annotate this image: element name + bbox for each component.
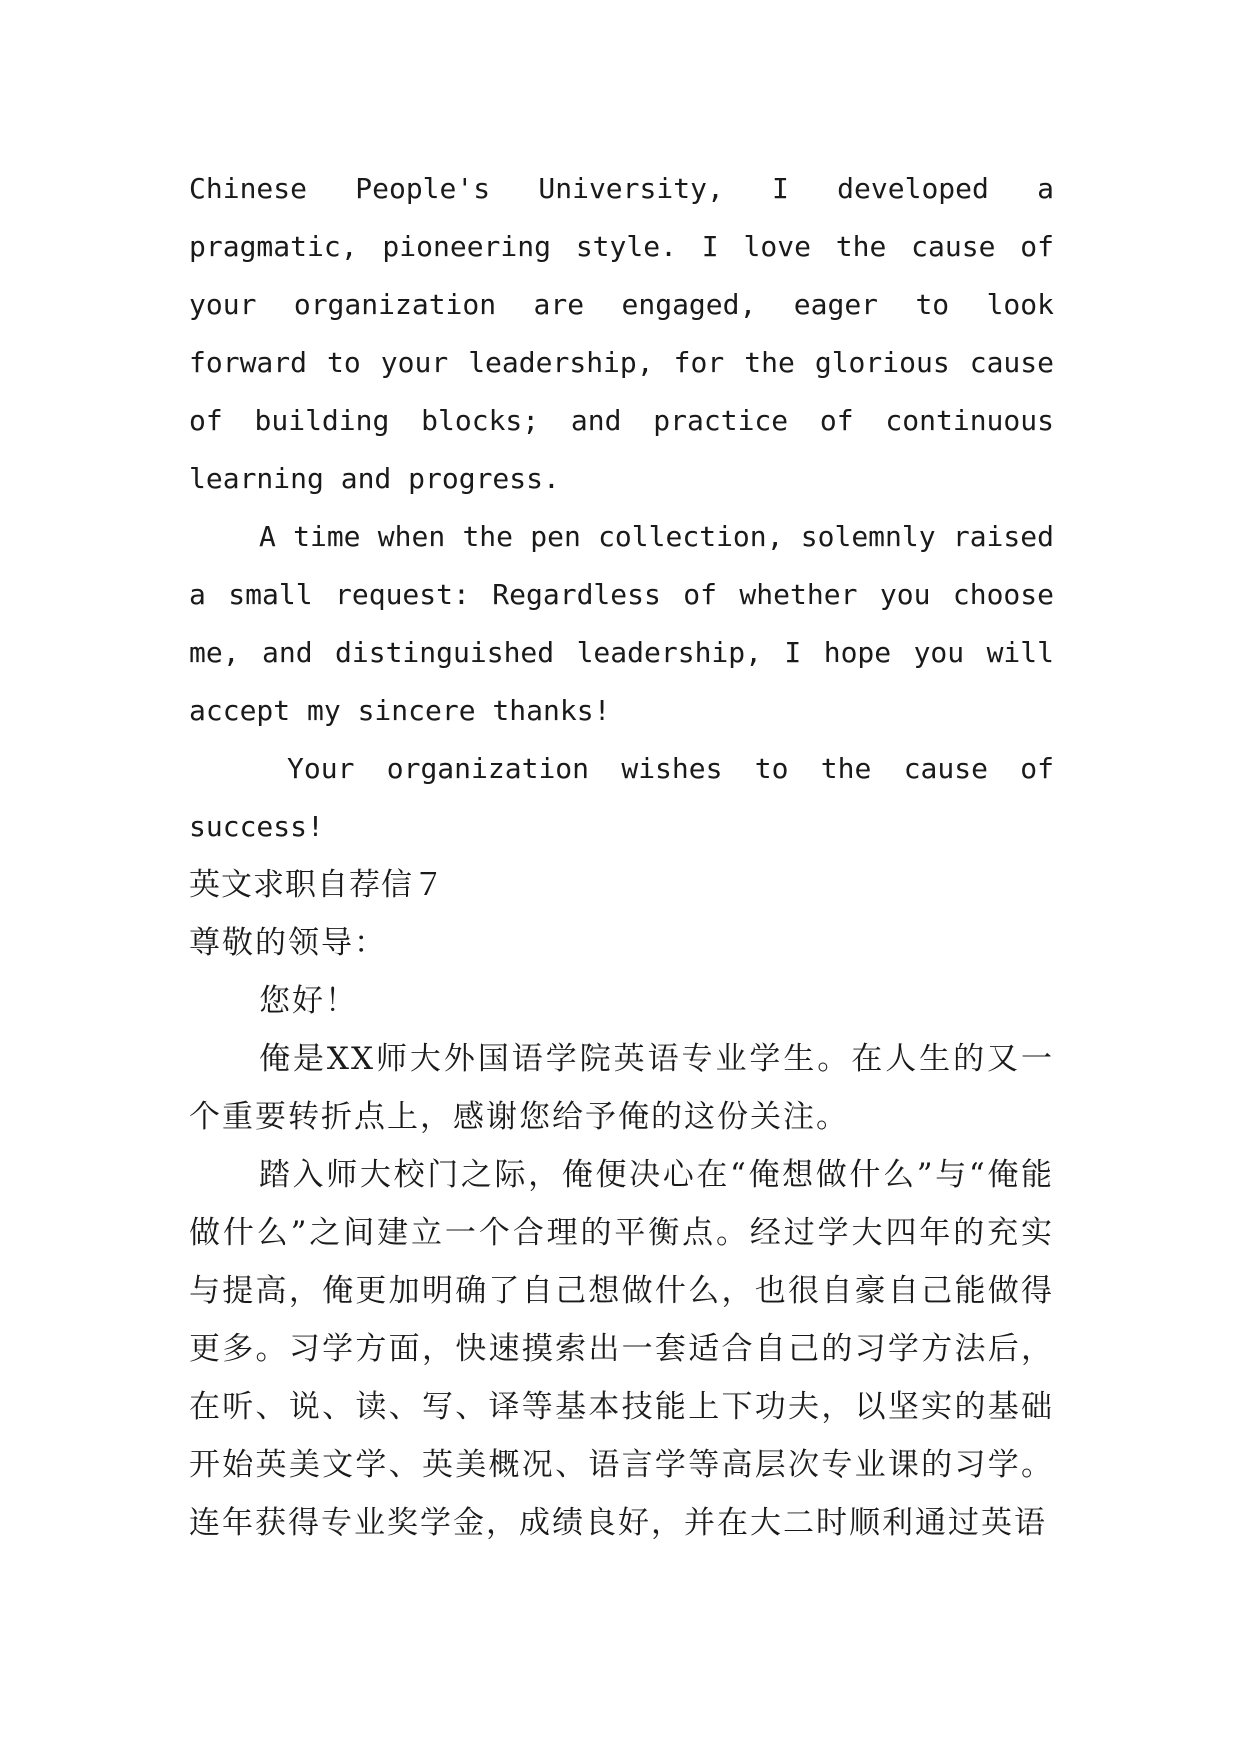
salutation: 尊敬的领导： [189, 925, 387, 961]
paragraph-request: A time when the pen collection, solemnly raised a small request: Regardless of whether you choose me, and distinguished leadership, I hope you will accept my sincere thanks! [189, 520, 1054, 727]
greeting: 您好！ [259, 983, 358, 1019]
paragraph-wishes: Your organization wishes to the cause of success! [189, 752, 1054, 843]
paragraph-study: 踏入师大校门之际，俺便决心在“俺想做什么”与“俺能做什么”之间建立一个合理的平衡点。经过学大四年的充实与提高，俺更加明确了自己想做什么，也很自豪自己能做得更多。习学方面，快速摸索出一套适合自己的习学方法后，在听、说、读、写、译等基本技能上下功夫，以坚实的基础开始英美文学、英美概况、语言学等高层次专业课的习学。连年获得专业奖学金，成绩良好，并在大二时顺利通过英语 [189, 1157, 1054, 1541]
paragraph-university: Chinese People's University, I developed a pragmatic, pioneering style. I love the cause of your organization are engaged, eager to look forward to your leadership, for the glorious cause of building blocks; and practice of continuous learning and progress. [189, 172, 1054, 495]
document-page [189, 160, 1054, 1552]
section-title: 英文求职自荐信７ [189, 867, 445, 903]
paragraph-intro: 俺是XX师大外国语学院英语专业学生。在人生的又一个重要转折点上，感谢您给予俺的这份关注。 [189, 1041, 1054, 1135]
